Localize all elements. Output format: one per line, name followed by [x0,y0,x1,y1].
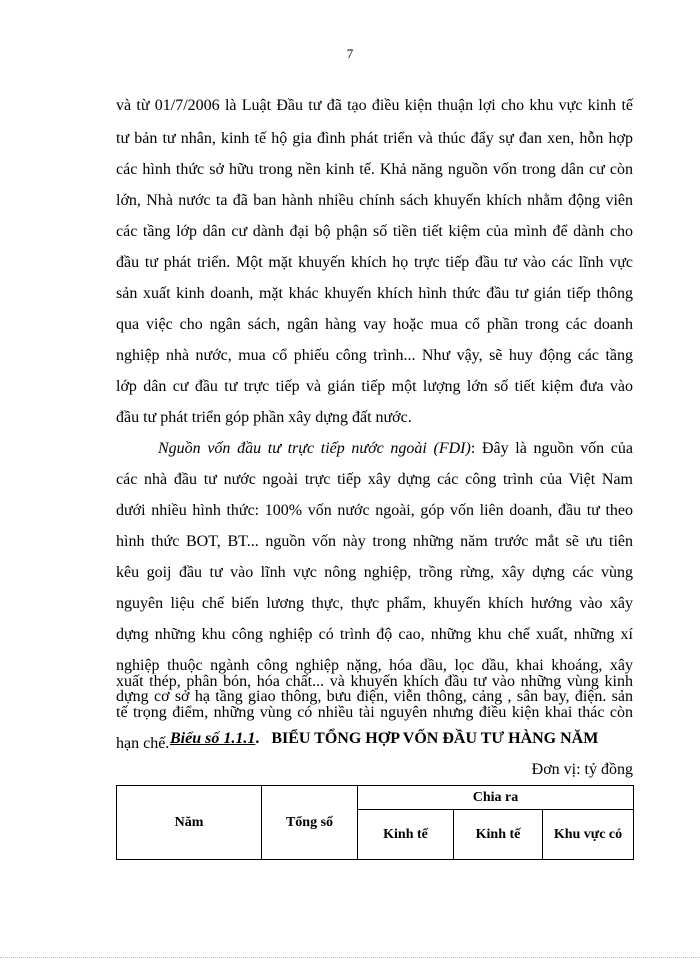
fdi-first-line [158,439,633,459]
table-caption [170,730,598,748]
caption-separator: . [255,730,260,747]
investment-table [116,785,634,860]
paragraph-line: lớn, Nhà nước ta đã ban hành nhiều chính sách khuyến khích nhằm động viên [116,192,633,209]
paragraph-line: các tầng lớp dân cư dành đại bộ phận số tiền tiết kiệm của mình để dành cho [116,223,633,240]
paragraph-line: lớp dân cư đầu tư trực tiếp và gián tiếp một lượng lớn số tiết kiệm đưa vào [116,378,633,395]
paragraph-line: nghiệp nhà nước, mua cổ phiếu công trình... Như vậy, sẽ huy động các tầng [116,347,633,364]
paragraph-line: tư bản tư nhân, kinh tế hộ gia đình phát triển và thúc đẩy sự đan xen, hỗn hợp [116,130,633,147]
paragraph-line: tế trọng điểm, những vùng có nhiều tài nguyên nhưng điều kiện khai thác còn [116,704,633,721]
header-sub-2: Kinh tế [454,810,543,860]
paragraph-line: nguyên liệu chế biến lương thực, thực phẩm, khuyến khích hướng vào xây [116,595,633,612]
paragraph-line: kêu goij đầu tư vào lĩnh vực nông nghiệp, trồng rừng, xây dựng các vùng [116,564,633,581]
header-year: Năm [117,786,262,860]
paragraph-line: xuất thép, phân bón, hóa chất... và khuyến khích đầu tư vào những vùng kinh [116,673,633,690]
page-number: 7 [346,46,354,61]
fdi-first-line-rest: : Đây là nguồn vốn của [470,440,633,457]
paragraph-line: hạn chế. [116,735,170,752]
paragraph-line: sản xuất kinh doanh, mặt khác khuyến khích hình thức đầu tư gián tiếp thông [116,285,633,302]
paragraph-line: dựng cơ sở hạ tầng giao thông, bưu điện, viễn thông, cảng , sân bay, điện. sản [116,688,633,705]
page-bottom-rule [0,957,700,958]
header-breakdown: Chia ra [358,786,634,810]
header-sub-1: Kinh tế [358,810,454,860]
fdi-label: Nguồn vốn đầu tư trực tiếp nước ngoài (FDI) [158,440,471,457]
paragraph-line: dưới nhiều hình thức: 100% vốn nước ngoài, góp vốn liên doanh, đầu tư theo [116,502,633,519]
paragraph-line: hình thức BOT, BT... nguồn vốn này trong những năm trước mắt sẽ ưu tiên [116,533,633,550]
unit-label: Đơn vị: tỷ đồng [531,761,633,778]
paragraph-line: đầu tư phát triển góp phần xây dựng đất nước. [116,409,412,426]
paragraph-line: đầu tư phát triển. Một mặt khuyến khích họ trực tiếp đầu tư vào các lĩnh vực [116,254,633,271]
paragraph-line: và từ 01/7/2006 là Luật Đầu tư đã tạo điều kiện thuận lợi cho khu vực kinh tế [116,97,633,114]
paragraph-line: qua việc cho ngân sách, ngân hàng vay hoặc mua cổ phần trong các doanh [116,316,633,333]
header-total: Tổng số [262,786,358,860]
caption-label: Biểu số 1.1.1 [170,730,256,747]
header-sub-3: Khu vực có [543,810,634,860]
paragraph-line: dựng những khu công nghiệp có trình độ cao, những khu chế xuất, những xí [116,626,633,643]
paragraph-line: các hình thức sở hữu trong nền kinh tế. Khả năng nguồn vốn trong dân cư còn [116,161,633,178]
paragraph-line: các nhà đầu tư nước ngoài trực tiếp xây dựng các công trình của Việt Nam [116,471,633,488]
paragraph-line: nghiệp thuộc ngành công nghiệp nặng, hóa dầu, lọc dầu, khai khoáng, xây [116,657,633,674]
caption-title: BIỂU TỔNG HỢP VỐN ĐẦU TƯ HÀNG NĂM [271,730,599,747]
